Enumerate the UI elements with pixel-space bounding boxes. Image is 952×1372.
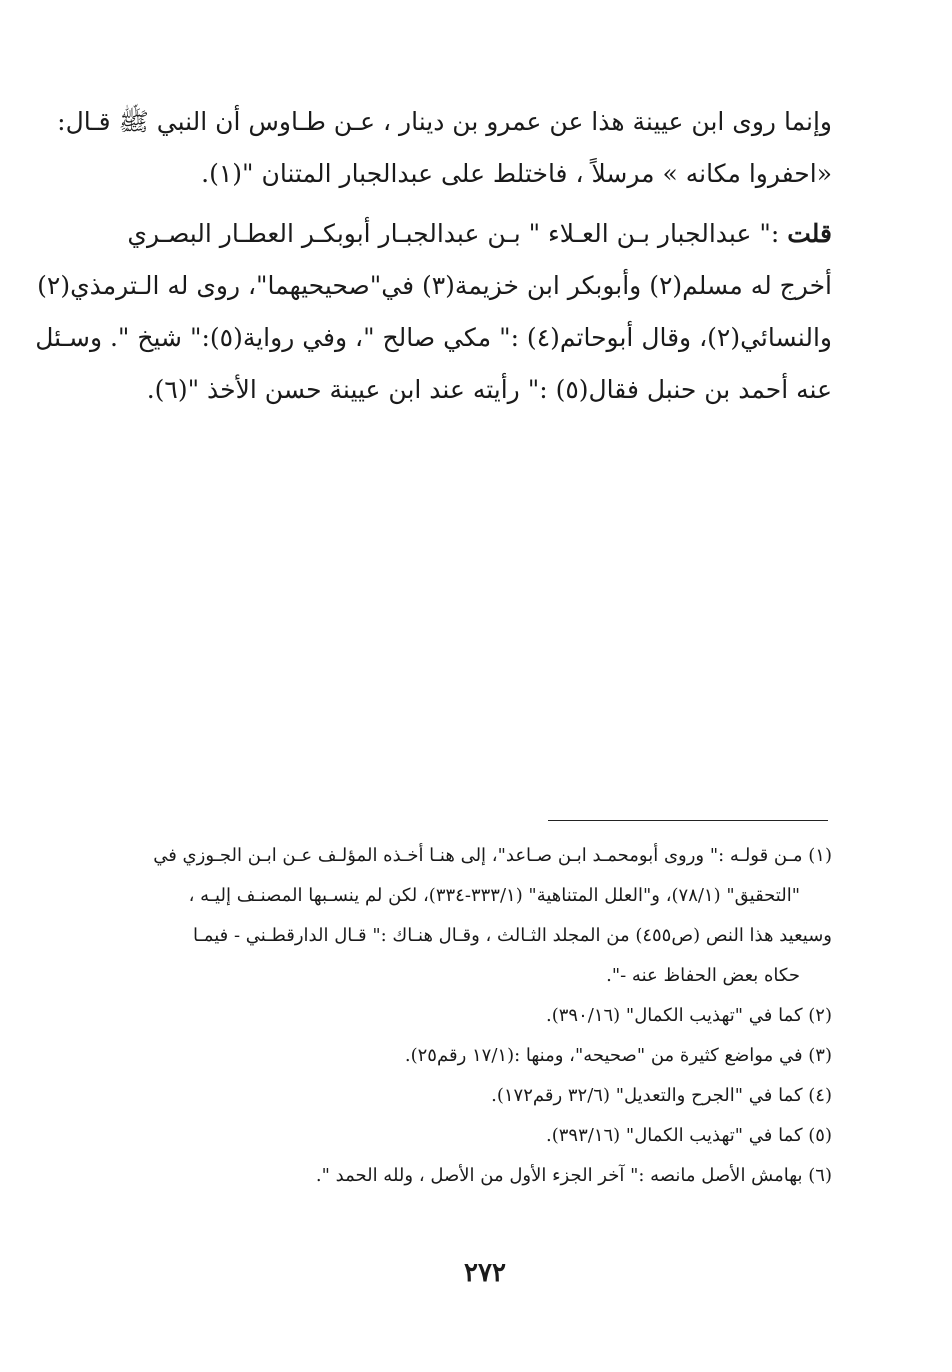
footnote-1-line: وسيعيد هذا النص (ص٤٥٥) من المجلد الثـالث ، وقـال هنـاك :" قـال الدارقطـني - فيمـا [193,925,832,946]
main-text-line: أخرج له مسلم(٢) وأبوبكر ابن خزيمة(٣) في"صحيحيهما"، روى له الـترمذي(٢) [37,271,832,300]
main-text-line: وإنما روى ابن عيينة هذا عن عمرو بن دينار ، عـن طـاوس أن النبي ﷺ قـال: [57,107,832,136]
main-text-line: عنه أحمد بن حنبل فقال(٥) :" رأيته عند ابن عيينة حسن الأخذ "(٦). [146,375,832,404]
qult-paragraph-line [110,208,832,260]
footnotes-block [110,836,832,1196]
main-text-block [35,96,832,416]
qult-text: :" عبدالجبار بـن العـلاء " بـن عبدالجبـار أبوبكـر العطـار البصـري [127,219,788,248]
footnote-1-line: (١) مـن قولـه :" وروى أبومحمـد ابـن صـاعد"، إلى هنـا أخـذه المؤلـف عـن ابـن الجـوزي في [153,845,832,866]
page-number: ٢٧٢ [464,1258,506,1288]
footnote-6: (٦) بهامش الأصل مانصه :" آخر الجزء الأول من الأصل ، ولله الحمد ". [315,1165,832,1186]
footnote-5: (٥) كما في "تهذيب الكمال" (٣٩٣/١٦). [546,1125,832,1146]
main-text-line: «احفروا مكانه » مرسلاً ، فاختلط على عبدالجبار المتنان "(١). [201,159,832,188]
qult-label: قلت [787,219,832,248]
main-text-line: والنسائي(٢)، وقال أبوحاتم(٤) :" مكي صالح "، وفي رواية(٥):" شيخ ". وسـئل [35,323,832,352]
footnote-4: (٤) كما في "الجرح والتعديل" (٣٢/٦ رقم١٧٢). [491,1085,832,1106]
footnote-2: (٢) كما في "تهذيب الكمال" (٣٩٠/١٦). [546,1005,832,1026]
footnote-separator [548,820,828,821]
footnote-1-line: حكاه بعض الحفاظ عنه -". [606,965,800,986]
footnote-1-line: "التحقيق" (٧٨/١)، و"العلل المتناهية" (٣٣٣/١-٣٣٤)، لكن لم ينسـبها المصنـف إليـه ، [188,885,800,906]
footnote-3: (٣) في مواضع كثيرة من "صحيحه"، ومنها :(١٧/١ رقم٢٥). [404,1045,832,1066]
